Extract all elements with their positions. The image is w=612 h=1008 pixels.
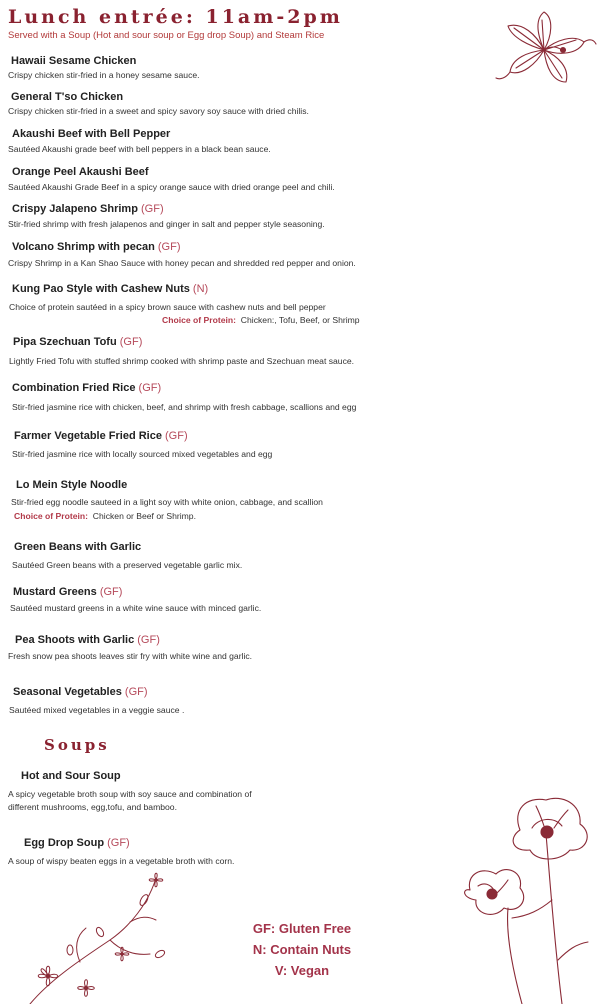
menu-item: [12, 128, 170, 140]
legend-gf: GF: Gluten Free: [252, 921, 352, 936]
choice-text: Chicken or Beef or Shrimp.: [92, 511, 196, 521]
item-description: A soup of wispy beaten eggs in a vegetable broth with corn.: [8, 856, 235, 866]
menu-item: [12, 203, 164, 215]
item-name: Hawaii Sesame Chicken: [11, 55, 137, 67]
menu-title: Lunch entrée: 11am-2pm: [8, 6, 343, 28]
gf-tag: (GF): [124, 686, 148, 698]
item-name: Combination Fried Rice: [12, 382, 136, 394]
menu-item: [12, 166, 149, 178]
item-description: Crispy chicken stir-fried in a sweet and spicy savory soy sauce with dried chilis.: [8, 106, 309, 116]
item-name: Lo Mein Style Noodle: [16, 479, 128, 491]
item-description: Stir-fried egg noodle sauteed in a light soy with white onion, cabbage, and scallion: [11, 497, 323, 507]
legend-v: V: Vegan: [274, 963, 330, 978]
item-description: Sautéed Green beans with a preserved vegetable garlic mix.: [12, 560, 243, 570]
menu-item: [12, 241, 181, 253]
gf-tag: (GF): [119, 336, 143, 348]
item-description: Fresh snow pea shoots leaves stir fry with white wine and garlic.: [8, 651, 253, 661]
menu-item: [13, 336, 142, 348]
item-description-cont: different mushrooms, egg,tofu, and bamboo.: [8, 802, 177, 812]
item-description: Stir-fried jasmine rice with locally sourced mixed vegetables and egg: [12, 449, 273, 459]
item-name: Crispy Jalapeno Shrimp: [12, 203, 138, 215]
legend-n: N: Contain Nuts: [252, 942, 352, 957]
poppy-flowers-icon: [450, 790, 608, 1004]
item-name: Pea Shoots with Garlic: [15, 634, 135, 646]
menu-item: [15, 634, 160, 646]
item-name: Farmer Vegetable Fried Rice: [14, 430, 162, 442]
menu-item: [11, 55, 136, 67]
item-name: Orange Peel Akaushi Beef: [12, 166, 149, 178]
item-name: Mustard Greens: [13, 586, 97, 598]
choice-label: Choice of Protein:: [14, 511, 89, 521]
gf-tag: (GF): [137, 634, 160, 646]
gf-tag: (GF): [99, 586, 123, 598]
nuts-tag: (N): [192, 283, 209, 295]
choice-text: Chicken:, Tofu, Beef, or Shrimp: [240, 315, 360, 325]
gf-tag: (GF): [141, 203, 164, 215]
menu-item: [14, 430, 188, 442]
item-name: General T'so Chicken: [11, 91, 124, 103]
item-description: Sautéed Akaushi Grade Beef in a spicy orange sauce with dried orange peel and chili.: [8, 182, 335, 192]
item-description: Sautéed mustard greens in a white wine sauce with minced garlic.: [10, 603, 262, 613]
menu-item: [14, 541, 141, 553]
item-name: Akaushi Beef with Bell Pepper: [12, 128, 171, 140]
menu-item: [16, 479, 127, 491]
item-description: Crispy chicken stir-fried in a honey sesame sauce.: [8, 70, 200, 80]
item-name: Green Beans with Garlic: [14, 541, 142, 553]
menu-item: [12, 283, 208, 295]
item-description: Sautéed mixed vegetables in a veggie sauce .: [9, 705, 185, 715]
menu-item: [13, 586, 122, 598]
item-description: Stir-fried jasmine rice with chicken, beef, and shrimp with fresh cabbage, scallions and egg: [12, 402, 357, 412]
item-description: Sautéed Akaushi grade beef with bell peppers in a black bean sauce.: [8, 144, 271, 154]
menu-item: [11, 91, 123, 103]
item-description: Lightly Fried Tofu with stuffed shrimp cooked with shrimp paste and Szechuan meat sauce.: [9, 356, 355, 366]
item-name: Volcano Shrimp with pecan: [12, 241, 155, 253]
soups-heading: Soups: [44, 736, 110, 754]
protein-choice: [14, 511, 196, 521]
item-name: Egg Drop Soup: [24, 837, 105, 849]
item-description: Crispy Shrimp in a Kan Shao Sauce with honey pecan and shredded red pepper and onion.: [8, 258, 356, 268]
menu-item: [13, 686, 148, 698]
choice-label: Choice of Protein:: [162, 315, 237, 325]
item-name: Hot and Sour Soup: [21, 770, 121, 782]
menu-subtitle: Served with a Soup (Hot and sour soup or Egg drop Soup) and Steam Rice: [8, 30, 325, 41]
menu-item: [12, 382, 161, 394]
item-description: Stir-fried shrimp with fresh jalapenos and ginger in salt and pepper style seasoning.: [8, 219, 325, 229]
gf-tag: (GF): [165, 430, 188, 442]
soup-item: [24, 837, 130, 849]
gf-tag: (GF): [157, 241, 181, 253]
item-description: Choice of protein sautéed in a spicy brown sauce with cashew nuts and bell pepper: [9, 302, 326, 312]
cherry-blossom-branch-icon: [10, 870, 190, 1004]
soup-item: [21, 770, 121, 782]
item-name: Pipa Szechuan Tofu: [13, 336, 117, 348]
protein-choice: [162, 315, 360, 325]
item-description: A spicy vegetable broth soup with soy sauce and combination of: [8, 789, 252, 799]
gf-tag: (GF): [138, 382, 162, 394]
item-name: Kung Pao Style with Cashew Nuts: [12, 283, 190, 295]
hibiscus-flower-icon: [488, 6, 600, 90]
item-name: Seasonal Vegetables: [13, 686, 122, 698]
gf-tag: (GF): [107, 837, 130, 849]
